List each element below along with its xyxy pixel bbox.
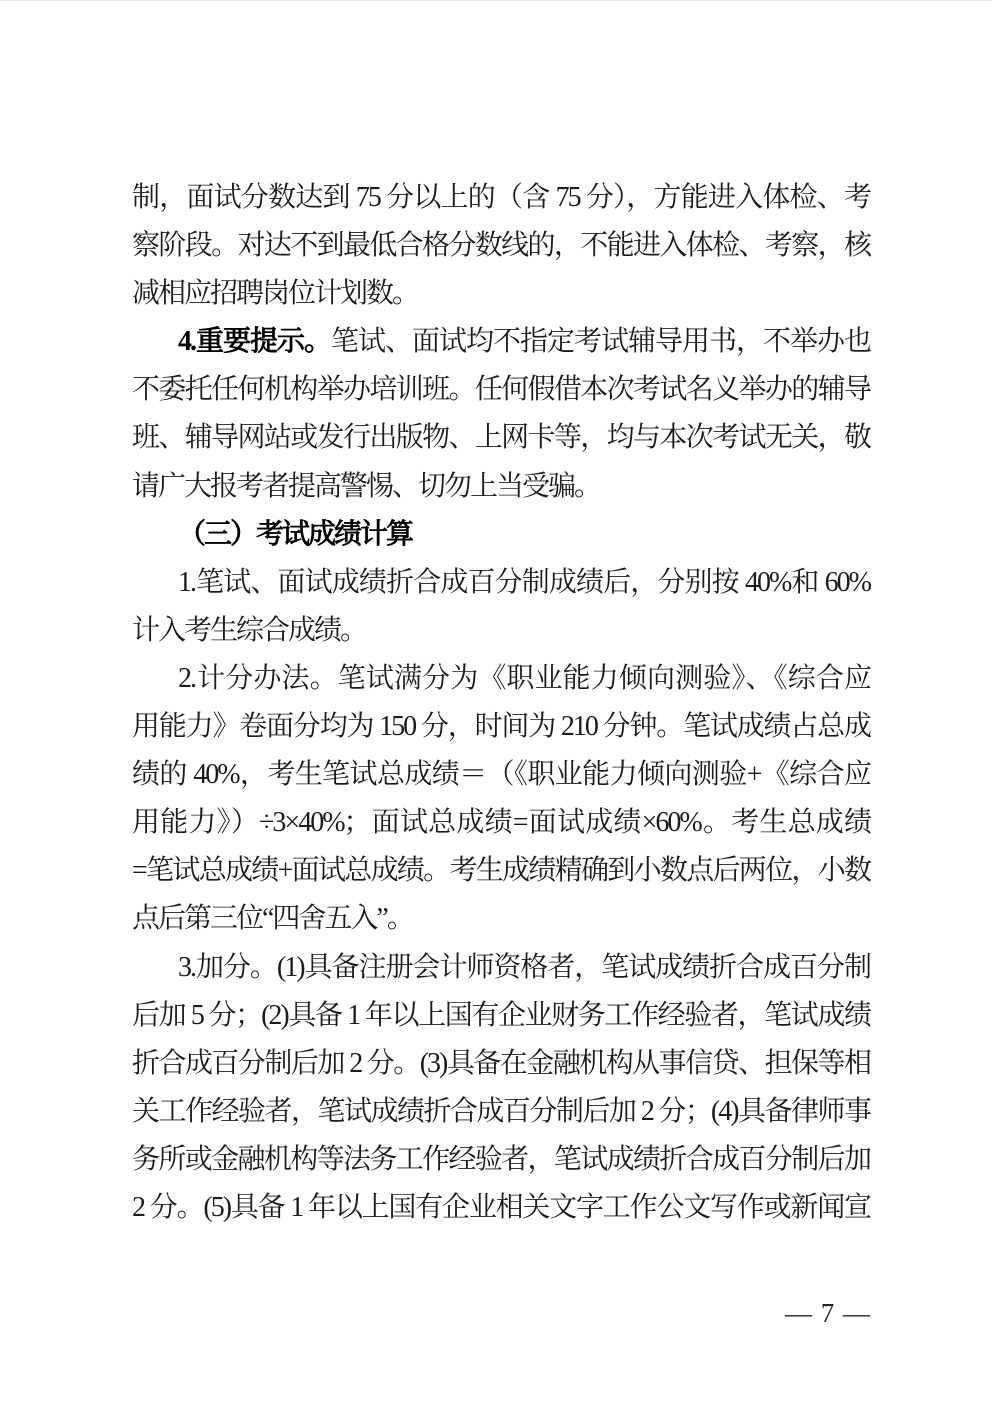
text-line <box>132 1184 870 1232</box>
text-segment: 务所或金融机构等法务工作经验者，笔试成绩折合成百分制后加 <box>132 1143 870 1175</box>
text-segment: 请广大报考者提高警惕、切勿上当受骗。 <box>132 470 601 502</box>
text-segment: 点后第三位“四舍五入”。 <box>132 903 413 935</box>
text-segment-bold: 4.重要提示。 <box>178 326 331 358</box>
text-line <box>132 463 870 511</box>
document-body <box>132 174 870 1232</box>
text-line <box>132 751 870 799</box>
text-line <box>132 703 870 751</box>
text-line <box>132 559 870 607</box>
text-segment: 1.笔试、面试成绩折合成百分制成绩后，分别按 40%和 60% <box>178 566 870 598</box>
text-line <box>132 318 870 366</box>
text-line <box>132 366 870 414</box>
text-segment: 班、辅导网站或发行出版物、上网卡等，均与本次考试无关，敬 <box>132 422 870 454</box>
text-segment: 关工作经验者，笔试成绩折合成百分制后加 2 分；(4)具备律师事 <box>132 1095 870 1127</box>
text-line <box>132 655 870 703</box>
text-segment-bold: （三）考试成绩计算 <box>178 518 413 550</box>
text-line <box>132 511 870 559</box>
text-segment: 察阶段。对达不到最低合格分数线的，不能进入体检、考察，核 <box>132 230 870 262</box>
text-line <box>132 1040 870 1088</box>
text-segment: =笔试总成绩+面试总成绩。考生成绩精确到小数点后两位，小数 <box>132 855 870 887</box>
text-segment: 笔试、面试均不指定考试辅导用书，不举办也 <box>331 326 870 358</box>
text-line <box>132 847 870 895</box>
text-segment: 计入考生综合成绩。 <box>132 614 367 646</box>
text-line <box>132 414 870 462</box>
text-line <box>132 799 870 847</box>
text-segment: 2.计分办法。笔试满分为《职业能力倾向测验》、《综合应 <box>178 662 870 694</box>
text-line <box>132 944 870 992</box>
text-segment: 不委托任何机构举办培训班。任何假借本次考试名义举办的辅导 <box>132 374 870 406</box>
text-segment: 2 分。(5)具备 1 年以上国有企业相关文字工作公文写作或新闻宣 <box>132 1191 870 1223</box>
text-segment: 绩的 40%，考生笔试总成绩＝（《职业能力倾向测验+《综合应 <box>132 759 870 791</box>
text-segment: 用能力》卷面分均为 150 分，时间为 210 分钟。笔试成绩占总成 <box>132 711 870 743</box>
text-line <box>132 992 870 1040</box>
text-line <box>132 222 870 270</box>
text-line <box>132 607 870 655</box>
text-line <box>132 270 870 318</box>
text-segment: 后加 5 分；(2)具备 1 年以上国有企业财务工作经验者，笔试成绩 <box>132 999 870 1031</box>
text-line <box>132 1088 870 1136</box>
text-segment: 3.加分。(1)具备注册会计师资格者，笔试成绩折合成百分制 <box>178 951 870 983</box>
text-segment: 制，面试分数达到 75 分以上的（含 75 分），方能进入体检、考 <box>132 182 870 213</box>
page-number: — 7 — <box>785 1298 871 1328</box>
text-line <box>132 1136 870 1184</box>
text-line <box>132 895 870 943</box>
text-line <box>132 174 870 222</box>
text-segment: 用能力》）÷3×40%；面试总成绩=面试成绩×60%。考生总成绩 <box>132 807 870 839</box>
text-segment: 减相应招聘岗位计划数。 <box>132 278 419 310</box>
text-segment: 折合成百分制后加 2 分。(3)具备在金融机构从事信贷、担保等相 <box>132 1047 870 1079</box>
